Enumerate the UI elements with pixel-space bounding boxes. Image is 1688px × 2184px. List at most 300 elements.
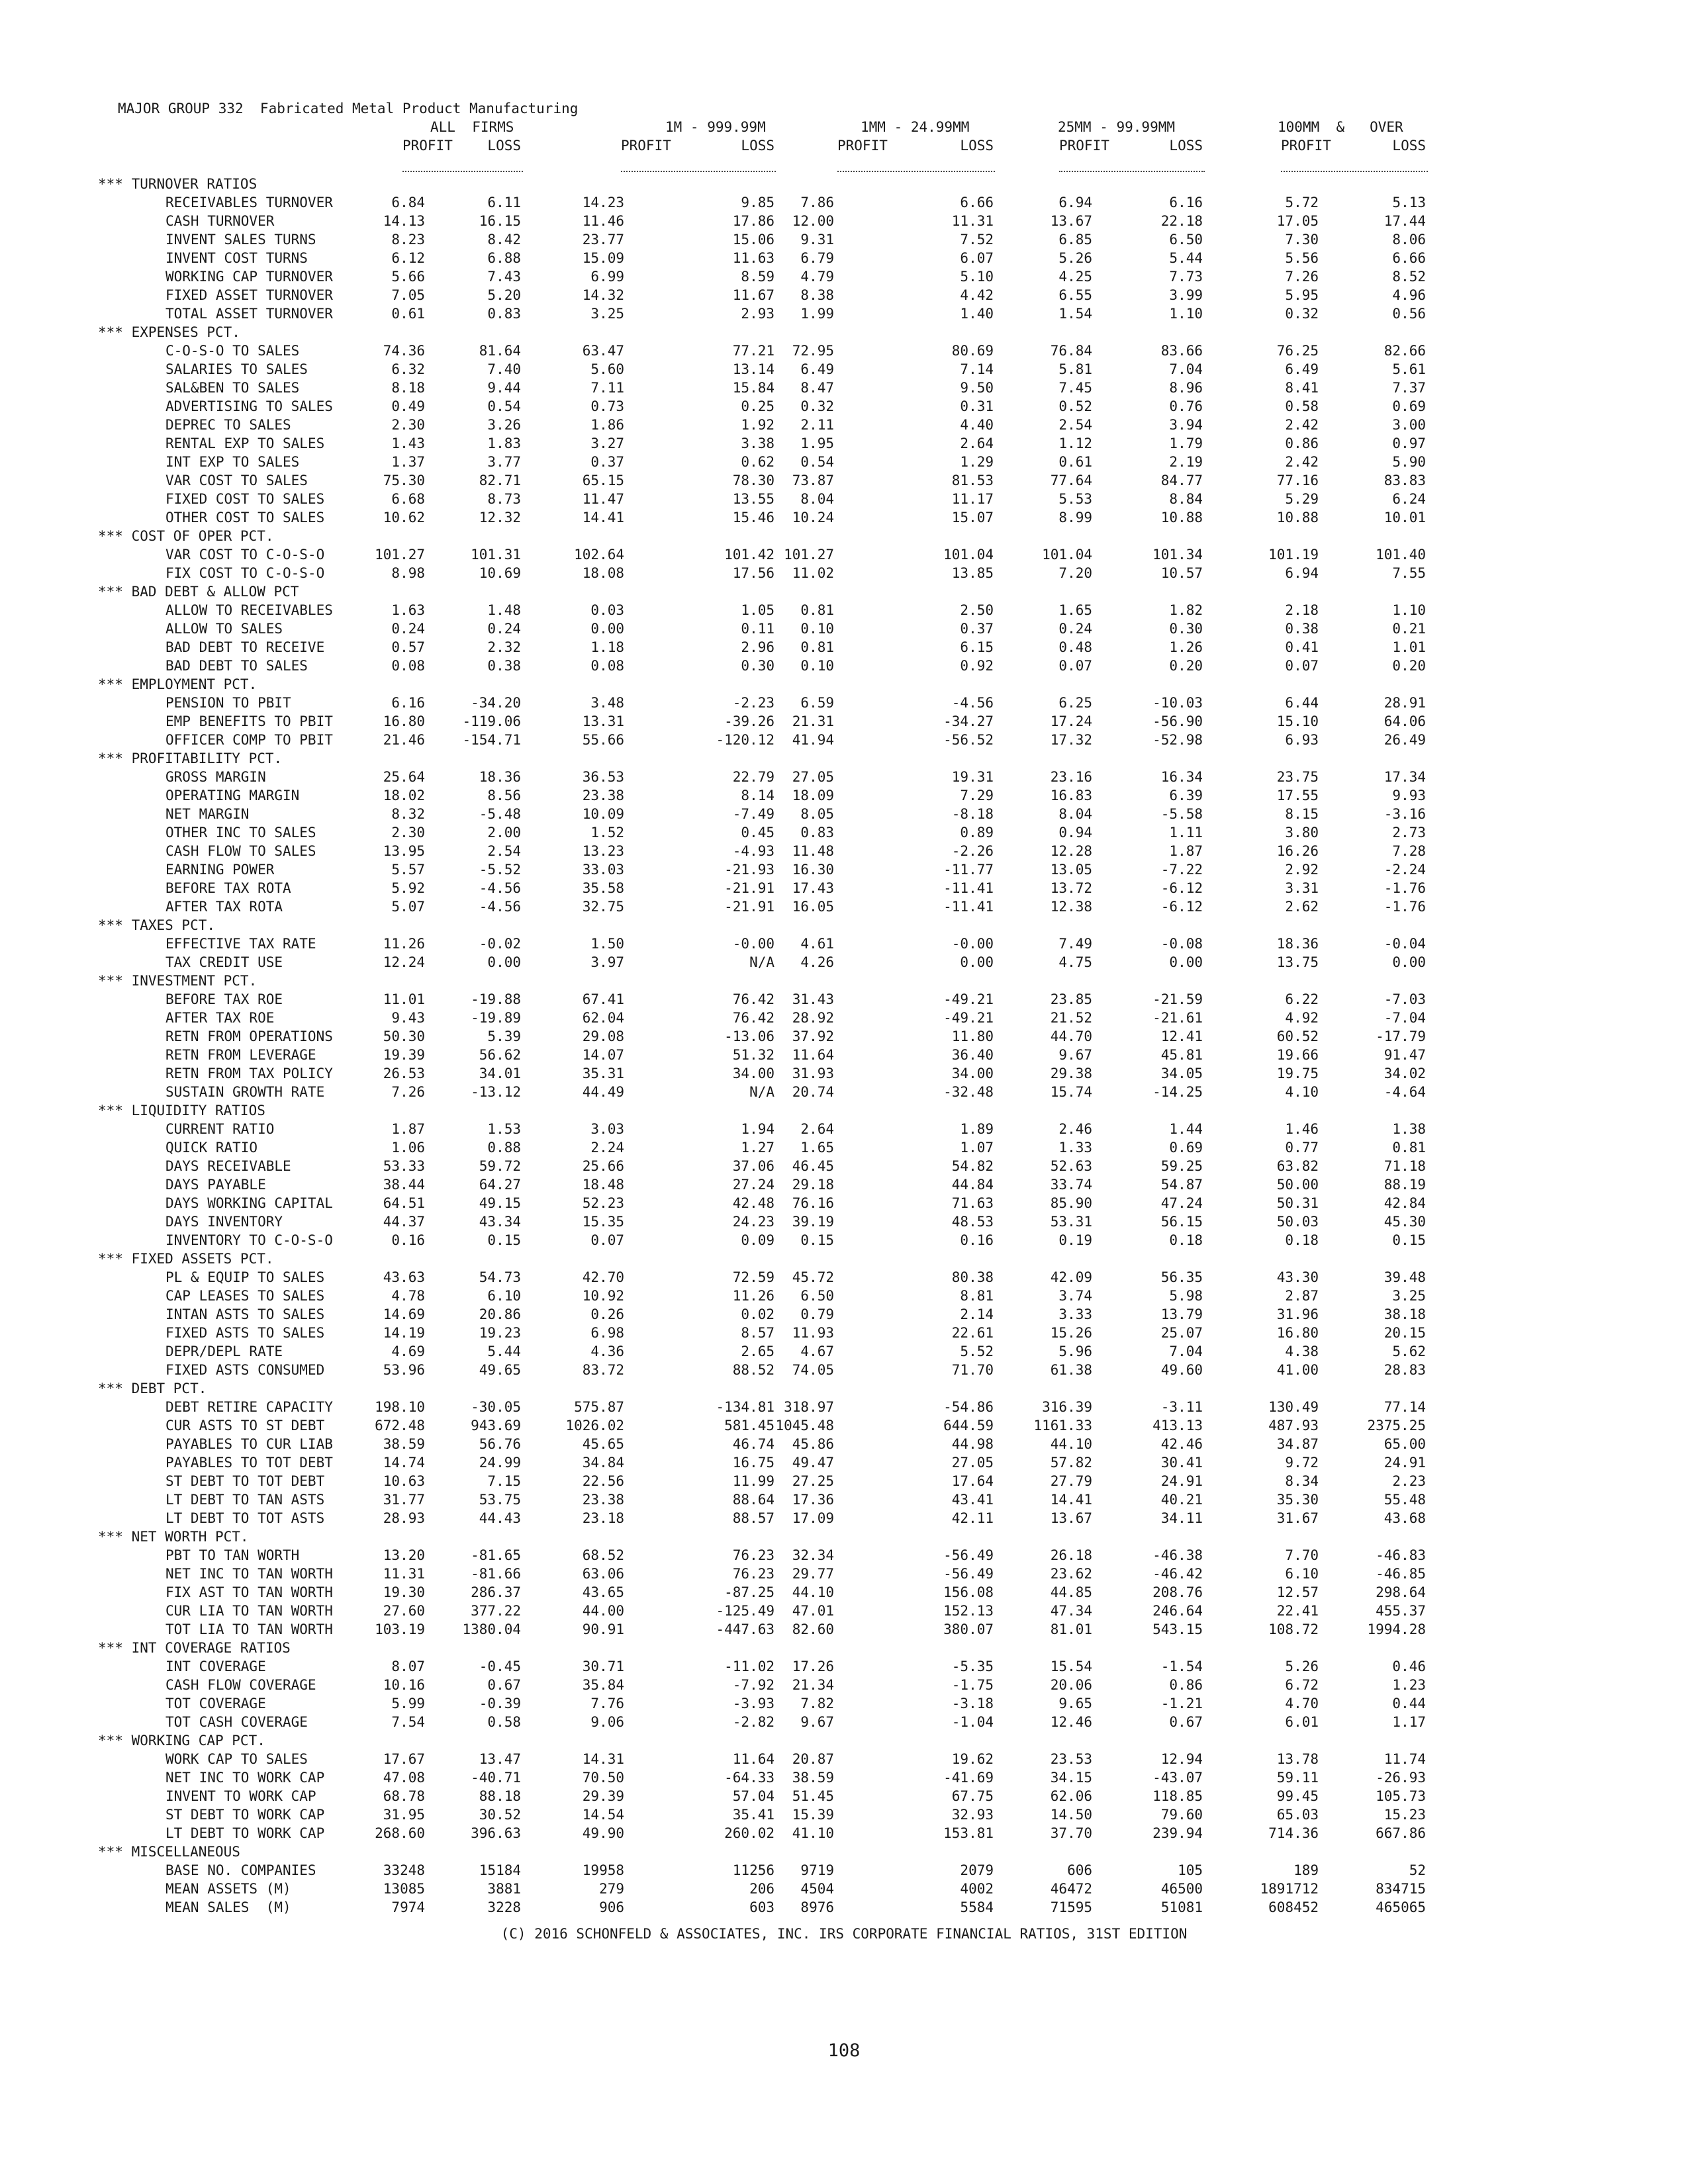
loss-value-cell: 19.23 <box>479 1325 521 1341</box>
profit-value-cell: 0.77 <box>1285 1140 1319 1156</box>
profit-value-cell: 10.92 <box>582 1288 624 1304</box>
profit-value-cell: 6.94 <box>1058 195 1092 210</box>
loss-value-cell: 8.73 <box>487 491 521 507</box>
loss-value-cell: 24.23 <box>732 1214 774 1230</box>
profit-value-cell: 23.38 <box>582 788 624 803</box>
loss-value-cell: 71.63 <box>951 1195 994 1211</box>
loss-value-cell: -39.26 <box>724 713 774 729</box>
profit-value-cell: 7.26 <box>391 1084 425 1100</box>
loss-value-cell: -5.52 <box>479 862 521 878</box>
profit-value-cell: 17.05 <box>1276 213 1319 229</box>
profit-value-cell: 101.27 <box>784 547 834 563</box>
profit-value-cell: 7.45 <box>1058 380 1092 396</box>
profit-value-cell: 108.72 <box>1268 1621 1319 1637</box>
loss-value-cell: 1.01 <box>1392 639 1426 655</box>
profit-value-cell: 44.00 <box>582 1603 624 1619</box>
loss-value-cell: 3.38 <box>741 435 774 451</box>
profit-value-cell: 19958 <box>582 1862 624 1878</box>
loss-value-cell: 76.23 <box>732 1566 774 1582</box>
profit-value-cell: 1.06 <box>391 1140 425 1156</box>
loss-value-cell: 45.30 <box>1383 1214 1426 1230</box>
profit-value-cell: 14.23 <box>582 195 624 210</box>
profit-value-cell: 26.53 <box>383 1066 425 1081</box>
column-group-header: ALL FIRMS <box>430 119 514 135</box>
loss-value-cell: 3.99 <box>1169 287 1203 303</box>
row-label: CAP LEASES TO SALES <box>165 1288 325 1304</box>
profit-value-cell: 3.80 <box>1285 825 1319 841</box>
page-title: MAJOR GROUP 332 Fabricated Metal Product Manufacturing <box>118 101 579 116</box>
profit-value-cell: 11.47 <box>582 491 624 507</box>
loss-value-cell: 59.25 <box>1160 1158 1203 1174</box>
loss-value-cell: 1.83 <box>487 435 521 451</box>
row-label: FIXED ASTS TO SALES <box>165 1325 325 1341</box>
loss-value-cell: 9.93 <box>1392 788 1426 803</box>
copyright-footer: (C) 2016 SCHONFELD & ASSOCIATES, INC. IRS CORPORATE FINANCIAL RATIOS, 31ST EDITION <box>500 1926 1188 1942</box>
row-label: VAR COST TO SALES <box>165 473 308 488</box>
loss-value-cell: -21.91 <box>724 899 774 915</box>
row-label: CASH TURNOVER <box>165 213 275 229</box>
profit-value-cell: 18.09 <box>792 788 834 803</box>
profit-value-cell: 74.36 <box>383 343 425 359</box>
loss-value-cell: 34.01 <box>479 1066 521 1081</box>
loss-value-cell: 11.26 <box>732 1288 774 1304</box>
row-label: BEFORE TAX ROE <box>165 991 283 1007</box>
profit-value-cell: 1.63 <box>391 602 425 618</box>
profit-value-cell: 8.38 <box>800 287 834 303</box>
loss-value-cell: 35.41 <box>732 1807 774 1823</box>
row-label: SAL&BEN TO SALES <box>165 380 300 396</box>
loss-value-cell: 17.64 <box>951 1473 994 1489</box>
loss-value-cell: 0.67 <box>1169 1714 1203 1730</box>
row-label: DEPR/DEPL RATE <box>165 1343 283 1359</box>
profit-value-cell: 9.67 <box>800 1714 834 1730</box>
loss-value-cell: 6.88 <box>487 250 521 266</box>
profit-value-cell: 5.81 <box>1058 361 1092 377</box>
loss-value-cell: N/A <box>749 954 774 970</box>
loss-value-cell: 2079 <box>960 1862 994 1878</box>
profit-value-cell: 76.25 <box>1276 343 1319 359</box>
profit-value-cell: 0.32 <box>800 398 834 414</box>
profit-value-cell: 63.47 <box>582 343 624 359</box>
profit-value-cell: 14.74 <box>383 1455 425 1471</box>
profit-value-cell: 4.26 <box>800 954 834 970</box>
loss-value-cell: 65.00 <box>1383 1436 1426 1452</box>
profit-value-cell: 6.01 <box>1285 1714 1319 1730</box>
profit-value-cell: 6.49 <box>1285 361 1319 377</box>
profit-value-cell: 15.74 <box>1050 1084 1092 1100</box>
loss-column-header: LOSS <box>487 138 521 154</box>
profit-value-cell: 1026.02 <box>565 1418 624 1433</box>
loss-value-cell: 26.49 <box>1383 732 1426 748</box>
profit-value-cell: 23.38 <box>582 1492 624 1508</box>
loss-value-cell: 0.83 <box>487 306 521 322</box>
profit-value-cell: 8.05 <box>800 806 834 822</box>
loss-value-cell: 603 <box>749 1899 774 1915</box>
loss-value-cell: 76.23 <box>732 1547 774 1563</box>
loss-value-cell: 1.92 <box>741 417 774 433</box>
profit-value-cell: 13.67 <box>1050 213 1092 229</box>
profit-value-cell: 7.49 <box>1058 936 1092 952</box>
loss-value-cell: 57.04 <box>732 1788 774 1804</box>
profit-value-cell: 21.52 <box>1050 1010 1092 1026</box>
profit-value-cell: 49.47 <box>792 1455 834 1471</box>
profit-value-cell: 53.96 <box>383 1362 425 1378</box>
profit-value-cell: 10.88 <box>1276 510 1319 525</box>
loss-value-cell: 377.22 <box>471 1603 521 1619</box>
row-label: EMP BENEFITS TO PBIT <box>165 713 333 729</box>
loss-value-cell: 0.37 <box>960 621 994 637</box>
profit-value-cell: 53.33 <box>383 1158 425 1174</box>
loss-value-cell: 12.41 <box>1160 1028 1203 1044</box>
loss-value-cell: 15.07 <box>951 510 994 525</box>
loss-value-cell: 44.84 <box>951 1177 994 1193</box>
profit-value-cell: 6.50 <box>800 1288 834 1304</box>
section-heading: *** INT COVERAGE RATIOS <box>98 1640 291 1656</box>
row-label: CUR LIA TO TAN WORTH <box>165 1603 333 1619</box>
loss-value-cell: -87.25 <box>724 1584 774 1600</box>
profit-value-cell: 37.92 <box>792 1028 834 1044</box>
profit-value-cell: 14.13 <box>383 213 425 229</box>
profit-value-cell: 8.04 <box>1058 806 1092 822</box>
loss-value-cell: 0.11 <box>741 621 774 637</box>
profit-value-cell: 1.52 <box>590 825 624 841</box>
profit-value-cell: 2.24 <box>590 1140 624 1156</box>
profit-value-cell: 27.60 <box>383 1603 425 1619</box>
profit-value-cell: 35.84 <box>582 1677 624 1693</box>
loss-value-cell: 30.41 <box>1160 1455 1203 1471</box>
profit-value-cell: 6.59 <box>800 695 834 711</box>
profit-value-cell: 76.84 <box>1050 343 1092 359</box>
loss-value-cell: 25.07 <box>1160 1325 1203 1341</box>
loss-value-cell: 0.92 <box>960 658 994 674</box>
loss-value-cell: 27.05 <box>951 1455 994 1471</box>
profit-value-cell: 0.00 <box>590 621 624 637</box>
column-group-header: 25MM - 99.99MM <box>1058 119 1176 135</box>
loss-value-cell: 49.60 <box>1160 1362 1203 1378</box>
profit-value-cell: 67.41 <box>582 991 624 1007</box>
profit-value-cell: 0.48 <box>1058 639 1092 655</box>
loss-value-cell: 10.88 <box>1160 510 1203 525</box>
loss-value-cell: 43.68 <box>1383 1510 1426 1526</box>
column-group-header: 100MM & OVER <box>1278 119 1403 135</box>
row-label: DAYS PAYABLE <box>165 1177 266 1193</box>
row-label: FIXED ASSET TURNOVER <box>165 287 333 303</box>
profit-value-cell: 101.04 <box>1042 547 1092 563</box>
profit-value-cell: 14.69 <box>383 1306 425 1322</box>
profit-value-cell: 41.10 <box>792 1825 834 1841</box>
profit-value-cell: 11.26 <box>383 936 425 952</box>
profit-value-cell: 68.52 <box>582 1547 624 1563</box>
profit-value-cell: 130.49 <box>1268 1399 1319 1415</box>
loss-value-cell: 246.64 <box>1152 1603 1203 1619</box>
loss-value-cell: 24.91 <box>1160 1473 1203 1489</box>
loss-value-cell: 11.80 <box>951 1028 994 1044</box>
profit-value-cell: 1.99 <box>800 306 834 322</box>
profit-value-cell: 57.82 <box>1050 1455 1092 1471</box>
profit-value-cell: 29.39 <box>582 1788 624 1804</box>
profit-value-cell: 5.07 <box>391 899 425 915</box>
profit-value-cell: 906 <box>599 1899 624 1915</box>
profit-value-cell: 63.82 <box>1276 1158 1319 1174</box>
profit-value-cell: 8.32 <box>391 806 425 822</box>
profit-value-cell: 29.08 <box>582 1028 624 1044</box>
profit-value-cell: 26.18 <box>1050 1547 1092 1563</box>
loss-value-cell: 6.66 <box>960 195 994 210</box>
loss-value-cell: 42.46 <box>1160 1436 1203 1452</box>
loss-value-cell: 2.73 <box>1392 825 1426 841</box>
loss-value-cell: 11.99 <box>732 1473 774 1489</box>
loss-value-cell: 51081 <box>1160 1899 1203 1915</box>
loss-value-cell: -52.98 <box>1152 732 1203 748</box>
loss-value-cell: 153.81 <box>943 1825 994 1841</box>
loss-value-cell: -46.38 <box>1152 1547 1203 1563</box>
loss-value-cell: 8.14 <box>741 788 774 803</box>
loss-value-cell: 10.69 <box>479 565 521 581</box>
profit-value-cell: 6.68 <box>391 491 425 507</box>
loss-value-cell: 0.46 <box>1392 1659 1426 1674</box>
row-label: PL & EQUIP TO SALES <box>165 1269 325 1285</box>
loss-value-cell: 42.84 <box>1383 1195 1426 1211</box>
profit-value-cell: 4.38 <box>1285 1343 1319 1359</box>
profit-value-cell: 43.30 <box>1276 1269 1319 1285</box>
row-label: SUSTAIN GROWTH RATE <box>165 1084 325 1100</box>
loss-value-cell: 1.17 <box>1392 1714 1426 1730</box>
loss-value-cell: 16.15 <box>479 213 521 229</box>
loss-value-cell: 13.79 <box>1160 1306 1203 1322</box>
loss-value-cell: 455.37 <box>1376 1603 1426 1619</box>
loss-value-cell: 49.65 <box>479 1362 521 1378</box>
loss-value-cell: 12.32 <box>479 510 521 525</box>
profit-value-cell: 20.74 <box>792 1084 834 1100</box>
profit-column-header: PROFIT <box>837 138 888 154</box>
profit-value-cell: 606 <box>1067 1862 1092 1878</box>
profit-value-cell: 7.76 <box>590 1696 624 1711</box>
profit-value-cell: 23.62 <box>1050 1566 1092 1582</box>
loss-value-cell: 2.54 <box>487 843 521 859</box>
loss-column-header: LOSS <box>1169 138 1203 154</box>
row-label: CURRENT RATIO <box>165 1121 275 1137</box>
profit-value-cell: 34.84 <box>582 1455 624 1471</box>
profit-value-cell: 2.30 <box>391 417 425 433</box>
profit-value-cell: 2.87 <box>1285 1288 1319 1304</box>
profit-value-cell: 62.04 <box>582 1010 624 1026</box>
loss-value-cell: 7.04 <box>1169 361 1203 377</box>
profit-value-cell: 6.25 <box>1058 695 1092 711</box>
row-label: WORKING CAP TURNOVER <box>165 269 333 285</box>
loss-value-cell: -56.90 <box>1152 713 1203 729</box>
loss-value-cell: 1.23 <box>1392 1677 1426 1693</box>
loss-value-cell: 80.38 <box>951 1269 994 1285</box>
profit-value-cell: 14.41 <box>1050 1492 1092 1508</box>
profit-value-cell: 12.46 <box>1050 1714 1092 1730</box>
profit-value-cell: 38.44 <box>383 1177 425 1193</box>
loss-value-cell: 3.26 <box>487 417 521 433</box>
loss-value-cell: 3881 <box>487 1881 521 1897</box>
profit-value-cell: 34.87 <box>1276 1436 1319 1452</box>
profit-value-cell: 9.06 <box>590 1714 624 1730</box>
loss-value-cell: 20.15 <box>1383 1325 1426 1341</box>
loss-value-cell: 17.44 <box>1383 213 1426 229</box>
profit-value-cell: 11.01 <box>383 991 425 1007</box>
loss-value-cell: -46.83 <box>1376 1547 1426 1563</box>
profit-value-cell: 4.67 <box>800 1343 834 1359</box>
profit-value-cell: 4.70 <box>1285 1696 1319 1711</box>
profit-value-cell: 16.05 <box>792 899 834 915</box>
profit-value-cell: 17.43 <box>792 880 834 896</box>
loss-value-cell: -3.16 <box>1383 806 1426 822</box>
loss-value-cell: 19.62 <box>951 1751 994 1767</box>
loss-value-cell: 54.82 <box>951 1158 994 1174</box>
profit-value-cell: 33.74 <box>1050 1177 1092 1193</box>
loss-value-cell: N/A <box>749 1084 774 1100</box>
profit-value-cell: 11.31 <box>383 1566 425 1582</box>
profit-column-header: PROFIT <box>402 138 453 154</box>
loss-value-cell: 413.13 <box>1152 1418 1203 1433</box>
profit-value-cell: 11.93 <box>792 1325 834 1341</box>
profit-value-cell: 18.36 <box>1276 936 1319 952</box>
loss-value-cell: -34.27 <box>943 713 994 729</box>
row-label: EFFECTIVE TAX RATE <box>165 936 316 952</box>
loss-value-cell: -21.59 <box>1152 991 1203 1007</box>
profit-value-cell: 23.77 <box>582 232 624 248</box>
profit-value-cell: 6.84 <box>391 195 425 210</box>
profit-value-cell: 75.30 <box>383 473 425 488</box>
loss-value-cell: -1.54 <box>1160 1659 1203 1674</box>
loss-value-cell: 0.15 <box>1392 1232 1426 1248</box>
loss-value-cell: 1.11 <box>1169 825 1203 841</box>
profit-value-cell: 12.38 <box>1050 899 1092 915</box>
profit-value-cell: 77.64 <box>1050 473 1092 488</box>
profit-value-cell: 9.72 <box>1285 1455 1319 1471</box>
loss-value-cell: 44.98 <box>951 1436 994 1452</box>
row-label: NET MARGIN <box>165 806 250 822</box>
loss-value-cell: -447.63 <box>716 1621 774 1637</box>
loss-value-cell: 1.53 <box>487 1121 521 1137</box>
profit-value-cell: 81.01 <box>1050 1621 1092 1637</box>
loss-value-cell: 2375.25 <box>1367 1418 1426 1433</box>
profit-value-cell: 17.09 <box>792 1510 834 1526</box>
row-label: BAD DEBT TO SALES <box>165 658 308 674</box>
loss-value-cell: 0.56 <box>1392 306 1426 322</box>
profit-value-cell: 23.85 <box>1050 991 1092 1007</box>
loss-value-cell: -1.76 <box>1383 899 1426 915</box>
profit-value-cell: 2.46 <box>1058 1121 1092 1137</box>
profit-value-cell: 11.02 <box>792 565 834 581</box>
loss-value-cell: 1.94 <box>741 1121 774 1137</box>
section-heading: *** PROFITABILITY PCT. <box>98 751 283 766</box>
loss-value-cell: 55.48 <box>1383 1492 1426 1508</box>
loss-value-cell: 37.06 <box>732 1158 774 1174</box>
loss-value-cell: -13.06 <box>724 1028 774 1044</box>
profit-value-cell: 50.00 <box>1276 1177 1319 1193</box>
profit-value-cell: 189 <box>1293 1862 1319 1878</box>
profit-value-cell: 8.07 <box>391 1659 425 1674</box>
profit-value-cell: 15.09 <box>582 250 624 266</box>
profit-value-cell: 31.43 <box>792 991 834 1007</box>
loss-value-cell: 1.07 <box>960 1140 994 1156</box>
profit-value-cell: 50.30 <box>383 1028 425 1044</box>
loss-value-cell: -0.00 <box>732 936 774 952</box>
profit-value-cell: 28.92 <box>792 1010 834 1026</box>
profit-value-cell: 20.87 <box>792 1751 834 1767</box>
profit-value-cell: 0.10 <box>800 658 834 674</box>
loss-value-cell: 13.47 <box>479 1751 521 1767</box>
profit-value-cell: 82.60 <box>792 1621 834 1637</box>
loss-value-cell: 0.25 <box>741 398 774 414</box>
row-label: INVENT TO WORK CAP <box>165 1788 316 1804</box>
loss-value-cell: -34.20 <box>471 695 521 711</box>
profit-value-cell: 7.26 <box>1285 269 1319 285</box>
profit-value-cell: 0.54 <box>800 454 834 470</box>
loss-value-cell: -49.21 <box>943 1010 994 1026</box>
loss-value-cell: -56.52 <box>943 732 994 748</box>
profit-value-cell: 35.30 <box>1276 1492 1319 1508</box>
profit-value-cell: 71595 <box>1050 1899 1092 1915</box>
profit-value-cell: 0.15 <box>800 1232 834 1248</box>
loss-value-cell: 2.14 <box>960 1306 994 1322</box>
loss-value-cell: 34.00 <box>951 1066 994 1081</box>
row-label: RENTAL EXP TO SALES <box>165 435 325 451</box>
loss-value-cell: 1.87 <box>1169 843 1203 859</box>
loss-value-cell: 47.24 <box>1160 1195 1203 1211</box>
loss-value-cell: 4002 <box>960 1881 994 1897</box>
profit-value-cell: 9.65 <box>1058 1696 1092 1711</box>
loss-value-cell: 88.64 <box>732 1492 774 1508</box>
profit-value-cell: 4504 <box>800 1881 834 1897</box>
row-label: CASH FLOW TO SALES <box>165 843 316 859</box>
loss-value-cell: 3.00 <box>1392 417 1426 433</box>
section-heading: *** BAD DEBT & ALLOW PCT <box>98 584 299 600</box>
profit-value-cell: 22.56 <box>582 1473 624 1489</box>
loss-value-cell: 15.84 <box>732 380 774 396</box>
row-label: BASE NO. COMPANIES <box>165 1862 316 1878</box>
loss-value-cell: 13.85 <box>951 565 994 581</box>
loss-value-cell: -2.23 <box>732 695 774 711</box>
profit-value-cell: 83.72 <box>582 1362 624 1378</box>
loss-value-cell: 5.13 <box>1392 195 1426 210</box>
loss-value-cell: 28.83 <box>1383 1362 1426 1378</box>
row-label: DEPREC TO SALES <box>165 417 291 433</box>
loss-value-cell: -5.48 <box>479 806 521 822</box>
loss-value-cell: 7.15 <box>487 1473 521 1489</box>
loss-value-cell: 22.18 <box>1160 213 1203 229</box>
profit-value-cell: 1.46 <box>1285 1121 1319 1137</box>
loss-value-cell: 7.43 <box>487 269 521 285</box>
loss-value-cell: 5584 <box>960 1899 994 1915</box>
loss-value-cell: -5.35 <box>951 1659 994 1674</box>
loss-value-cell: 88.52 <box>732 1362 774 1378</box>
profit-value-cell: 90.91 <box>582 1621 624 1637</box>
loss-value-cell: -32.48 <box>943 1084 994 1100</box>
row-label: DAYS WORKING CAPITAL <box>165 1195 333 1211</box>
profit-value-cell: 5.99 <box>391 1696 425 1711</box>
profit-value-cell: 7.11 <box>590 380 624 396</box>
profit-value-cell: 14.19 <box>383 1325 425 1341</box>
profit-value-cell: 4.78 <box>391 1288 425 1304</box>
profit-value-cell: 4.75 <box>1058 954 1092 970</box>
loss-value-cell: 2.93 <box>741 306 774 322</box>
profit-value-cell: 13085 <box>383 1881 425 1897</box>
row-label: PBT TO TAN WORTH <box>165 1547 300 1563</box>
loss-value-cell: -0.08 <box>1160 936 1203 952</box>
loss-value-cell: 2.64 <box>960 435 994 451</box>
loss-value-cell: 51.32 <box>732 1047 774 1063</box>
row-label: PENSION TO PBIT <box>165 695 291 711</box>
loss-value-cell: 0.58 <box>487 1714 521 1730</box>
profit-value-cell: 23.75 <box>1276 769 1319 785</box>
loss-value-cell: 0.54 <box>487 398 521 414</box>
profit-value-cell: 62.06 <box>1050 1788 1092 1804</box>
